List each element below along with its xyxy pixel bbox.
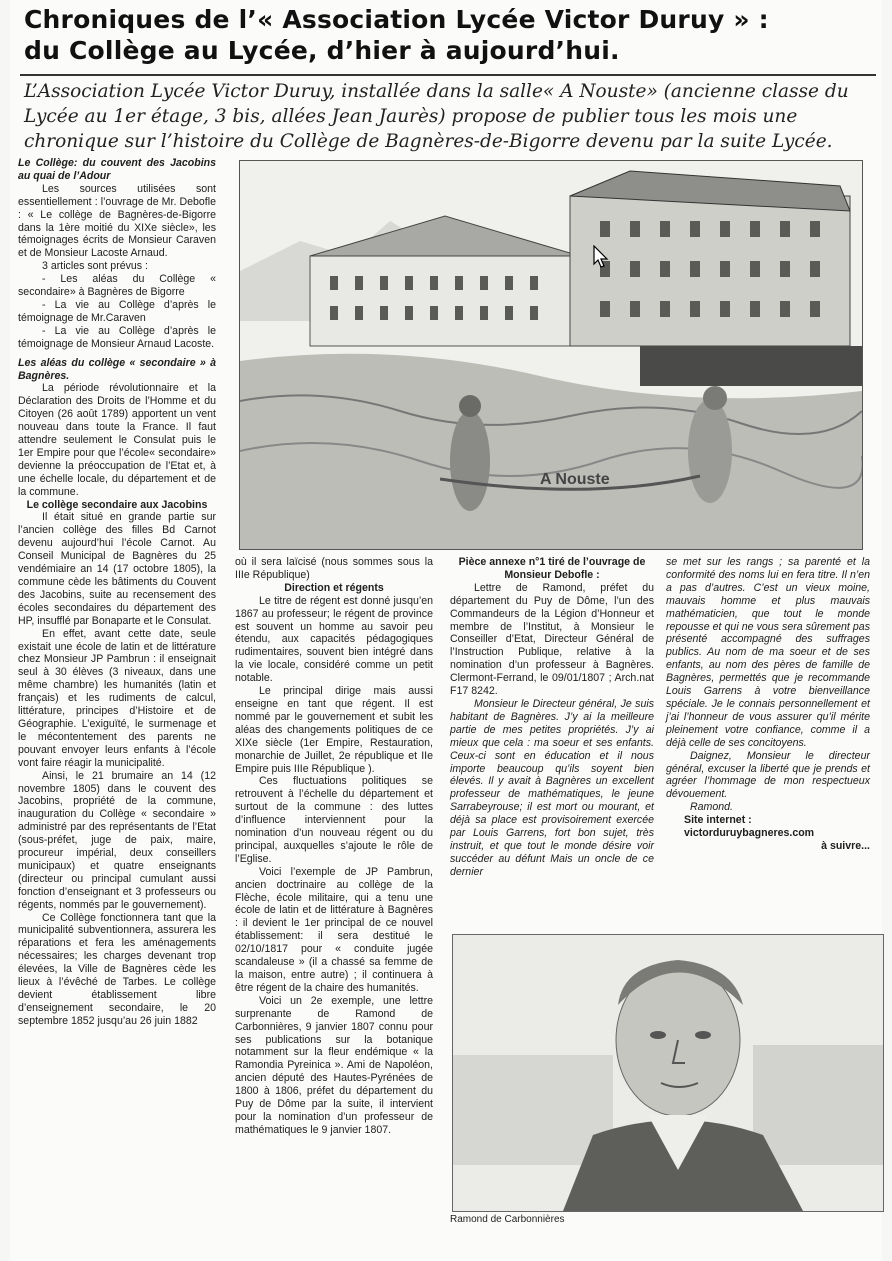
column-2 [235,556,433,1137]
portrait-drawing [453,935,883,1211]
paragraph: Ce Collège fonctionnera tant que la municipalité subventionnera, assurera les réparations et fera les aménagements nécessaires; les charges devenant trop élevées, la Ville de Bagnères cède les lieux à l’évêché de Tarbes. Le collège devient établissement libre d’enseignement secondaire, le 20 septembre 1852 jusqu’au 26 juin 1882 [18,911,216,1027]
paragraph: Lettre de Ramond, préfet du département du Puy de Dôme, l’un des Commandeurs de la Légion d’Honneur et membre de l’Institut, à Monsieur le Conseiller d’Etat, Directeur Général de l’Instruction Publique, relative à la nomination d’un professeur à Bagnères. Clermont-Ferrand, le 09/01/1807 ; Arch.nat F17 8242. [450,581,654,698]
column-4 [666,556,870,853]
page-title [24,4,864,66]
paragraph: Ces fluctuations politiques se retrouvent à l’échelle du département et surtout de la commune : des luttes d’influence interviennent pour la nomination d’un nouveau régent ou du principal, auxquelles s’ajoute le rôle de l’Eglise. [235,775,433,865]
site-url: victorduruybagneres.com [684,827,815,840]
paragraph: Ainsi, le 21 brumaire an 14 (12 novembre 1805) dans le couvent des Jacobins, propriété de la commune, inauguration du Collège « secondaire » administré par des représentants de l’Etat (sous-préfet, juge de paix, maire, procureur impérial, deux conseillers municipaux) et quatre enseignants (directeur ou principal cumulant aussi fonction d’enseignant et 3 professeurs ou régents, nommés par le gouvernement). [18,769,216,911]
paragraph: - La vie au Collège d’après le témoignage de Mr.Caraven [18,298,216,324]
letter-paragraph: se met sur les rangs ; sa parenté et la conformité des noms lui en fera titre. Il n’en a pas d’autres. C’est un vieux moine, mauvais homme et plus mauvais mathématicien, que tout le monde repousse et qui ne vous sera sûrement pas présenté accompagné des suffrages publics. Au nom de ma soeur et de ses enfants, au nom des pères de famille de Bagnères, permettés que je recommande Louis Garrens à votre bienveillance spéciale. Je le connais personnellement et j’ai l’honneur de vous assurer qu’il mérite pleinement votre confiance, comme il a déjà celle de ses concitoyens. [666,556,870,749]
paragraph: La période révolutionnaire et la Déclaration des Droits de l’Homme et du Citoyen (26 août 1789) apportent un vent nouveau dans toute la France. Il faut attendre seulement le Consulat puis le 1er Empire pour que l’école« secondaire» devienne la préoccupation de l’Etat et, à une échelle locale, du département et de la commune. [18,382,216,498]
section-heading: Le collège secondaire aux Jacobins [26,498,208,511]
signature-text: Ramond. [690,801,733,814]
letter-paragraph: Daignez, Monsieur le directeur général, excuser la liberté que je prends et agréer l’hommage de mon respectueux dévouement. [666,749,870,801]
college-illustration [239,160,863,550]
paragraph: Le principal dirige mais aussi enseigne en tant que régent. Il est nommé par le gouvernement et subit les aléas des changements politiques de ce XIXe siècle (1er Empire, Restauration, monarchie de Juillet, 2e république et IIe Empire puis IIIe République ). [235,685,433,775]
column-1 [18,157,216,1028]
lead-paragraph: L’Association Lycée Victor Duruy, installée dans la salle« A Nouste» (ancienne classe du Lycée au 1er étage, 3 bis, allées Jean Jaurès) propose de publier tous les mois une chronique sur l’histoire du Collège de Bagnères-de-Bigorre devenu par la suite Lycée. [24,81,849,152]
site-label: Site internet : [684,814,752,827]
paragraph: En effet, avant cette date, seule existait une école de latin et de littérature chez Monsieur JP Pambrun : il enseignait seul à 30 élèves (3 niveaux, dans une même chambre) les humanités (latin et français) et les rudiments de calcul, littérature, principes d’Histoire et de Géographie. L’exiguïté, le surmenage et le mécontentement des parents ne pouvant envoyer leurs enfants à l’école vont faire réagir la municipalité. [18,627,216,769]
paragraph: Voici un 2e exemple, une lettre surprenante de Ramond de Carbonnières, 9 janvier 1807 connu pour ses publications sur la botanique notamment sur la fleur endémique « la Ramondia Pyreinica ». Ami de Napoléon, ancien député des Hautes-Pyrénées de 1800 à 1806, préfet du département du Puy de Dôme par la suite, il intervient pour la nomination d’un professeur de mathématiques le 9 janvier 1807. [235,994,433,1136]
mouse-cursor-icon [593,245,609,274]
paragraph: Les sources utilisées sont essentiellement : l’ouvrage de Mr. Debofle : « Le collège de Bagnères-de-Bigorre dans la 1ère moitié du XIXe siècle», les témoignages écrits de Monsieur Caraven et de Monsieur Lacoste Arnaud. [18,182,216,260]
letter-paragraph: Monsieur le Directeur général, Je suis habitant de Bagnères. J’y ai la meilleure partie de mes petites propriétés. J’y ai mieux que cela : ma soeur et ses enfants. Ceux-ci sont en éducation et il nous importe beaucoup qu’ils soyent bien élevés. Il y avait à Bagnères un excellent professeur de mathématiques, le jeune Sarrabeyrouse; il est mort ou mourant, et déjà sa place est provisoirement exercée par Louis Garrens, fort bon sujet, très instruit, et que tout le monde désire voir succéder au défunt Mais un oncle de ce dernier [450,697,654,878]
paragraph: Le titre de régent est donné jusqu’en 1867 au professeur; le régent de province est souvent un homme au savoir peu étendu, aux capacités pédagogiques rudimentaires, souvent bien intégré dans la vie locale, considéré comme un petit notable. [235,594,433,685]
paragraph: où il sera laïcisé (nous sommes sous la IIIe République) [235,556,433,581]
title-line-2: du Collège au Lycée, d’hier à aujourd’hui. [24,36,620,65]
portrait-image [452,934,884,1212]
section-heading: Direction et régents [284,581,384,594]
section-heading: Pièce annexe n°1 tiré de l’ouvrage de Monsieur Debofle : [458,556,646,581]
portrait-caption: Ramond de Carbonnières [450,1214,565,1225]
section-heading: Le Collège: du couvent des Jacobins au quai de l’Adour [18,157,216,182]
continued-note: à suivre... [821,839,870,852]
illustration-label: A Nouste [540,471,610,488]
newspaper-page [10,0,882,1261]
paragraph: - La vie au Collège d’après le témoignage de Monsieur Arnaud Lacoste. [18,324,216,350]
title-rule [20,74,876,76]
column-3 [450,556,654,879]
paragraph: Voici l’exemple de JP Pambrun, ancien doctrinaire au collège de la Flèche, école militaire, qui a tenu une école de latin et de littérature à Bagnères : il devient le 1er principal de ce nouvel établissement: il sera destitué le 02/10/1817 pour « conduite jugée scandaleuse » (il a chassé sa femme de la maison, entre autre) ; il continuera à être régent de la chaire des humanités. [235,865,433,994]
title-line-1: Chroniques de l’« Association Lycée Victor Duruy » : [24,5,769,34]
college-drawing [240,161,862,549]
paragraph: Il était situé en grande partie sur l’ancien collège des filles Bd Carnot devenu aujourd’hui l’école Carnot. Au Conseil Municipal de Bagnères du 25 vendémiaire an 14 (17 octobre 1805), la commune cède les bâtiments du Couvent des Jacobins, suite au recensement des écoles secondaires du département des HP, insufflé par Bonaparte et le Consulat. [18,511,216,627]
paragraph: - Les aléas du Collège « secondaire» à Bagnères de Bigorre [18,273,216,299]
paragraph: 3 articles sont prévus : [42,260,148,273]
section-heading: Les aléas du collège « secondaire » à Bagnères. [18,356,216,382]
